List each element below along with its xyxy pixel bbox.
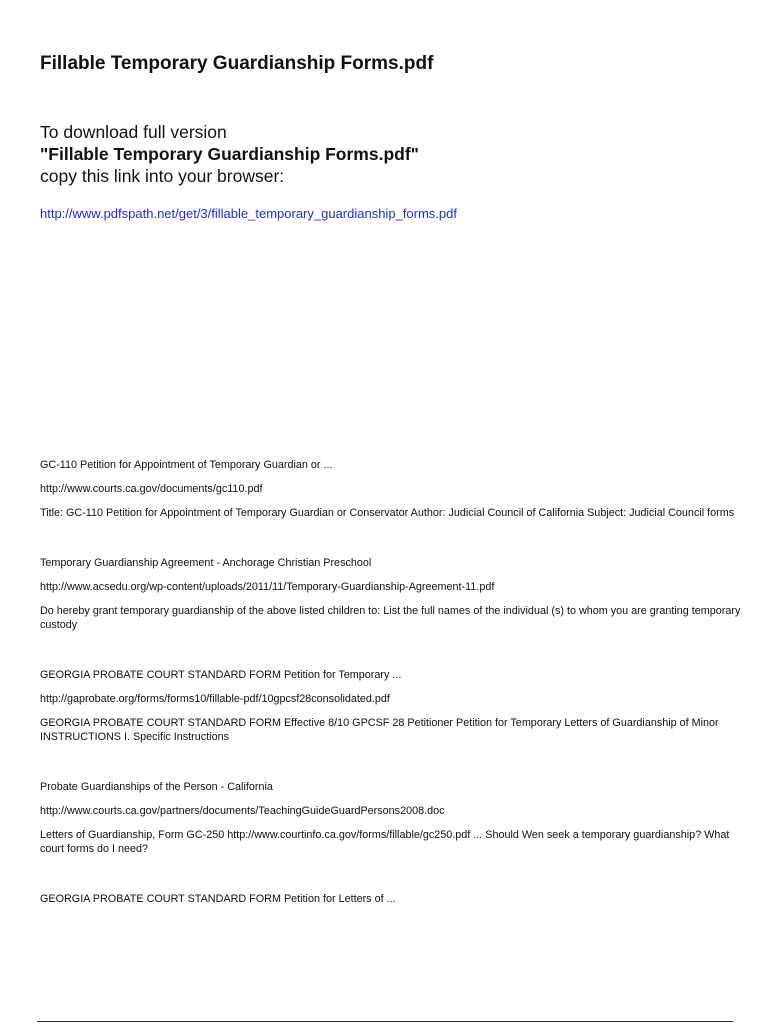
result-item: [40, 892, 750, 906]
document-title: Fillable Temporary Guardianship Forms.pdf: [40, 53, 434, 74]
download-instructions: [40, 121, 419, 187]
search-results: [40, 458, 750, 942]
result-snippet: Letters of Guardianship, Form GC-250 http://www.courtinfo.ca.gov/forms/fillable/gc250.pdf ... Should Wen seek a temporary guardianship? What court forms do I need?: [40, 829, 730, 855]
result-title: GEORGIA PROBATE COURT STANDARD FORM Petition for Temporary ...: [40, 669, 402, 681]
result-url: http://www.courts.ca.gov/documents/gc110.pdf: [40, 483, 263, 495]
download-link[interactable]: http://www.pdfspath.net/get/3/fillable_temporary_guardianship_forms.pdf: [40, 206, 457, 221]
result-item: [40, 780, 750, 856]
download-filename: "Fillable Temporary Guardianship Forms.pdf": [40, 144, 419, 164]
result-title: Temporary Guardianship Agreement - Anchorage Christian Preschool: [40, 557, 372, 569]
result-title: GC-110 Petition for Appointment of Temporary Guardian or ...: [40, 459, 333, 471]
result-item: [40, 458, 750, 520]
footer-divider: [37, 1021, 733, 1022]
result-url: http://www.courts.ca.gov/partners/documents/TeachingGuideGuardPersons2008.doc: [40, 805, 445, 817]
result-item: [40, 556, 750, 632]
result-title: Probate Guardianships of the Person - California: [40, 781, 273, 793]
result-snippet: Do hereby grant temporary guardianship of the above listed children to: List the full names of the individual (s) to whom you are granting temporary custody: [40, 605, 741, 631]
result-snippet: GEORGIA PROBATE COURT STANDARD FORM Effective 8/10 GPCSF 28 Petitioner Petition for Temporary Letters of Guardianship of Minor INSTRUCTIONS I. Specific Instructions: [40, 717, 719, 743]
result-title: GEORGIA PROBATE COURT STANDARD FORM Petition for Letters of ...: [40, 893, 396, 905]
result-snippet: Title: GC-110 Petition for Appointment of Temporary Guardian or Conservator Author: Judicial Council of California Subject: Judicial Council forms: [40, 507, 735, 519]
result-url: http://gaprobate.org/forms/forms10/fillable-pdf/10gpcsf28consolidated.pdf: [40, 693, 390, 705]
result-item: [40, 668, 750, 744]
download-line-1: To download full version: [40, 122, 227, 142]
download-line-3: copy this link into your browser:: [40, 166, 285, 186]
result-url: http://www.acsedu.org/wp-content/uploads/2011/11/Temporary-Guardianship-Agreement-11.pdf: [40, 581, 495, 593]
